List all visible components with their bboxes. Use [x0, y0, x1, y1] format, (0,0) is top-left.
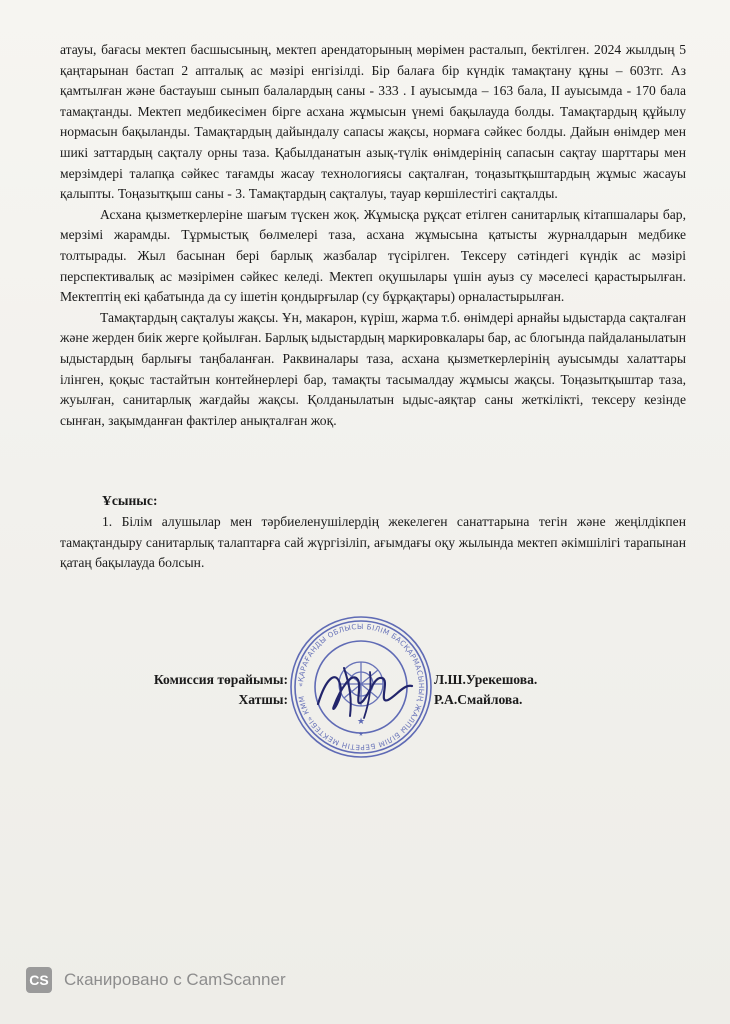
recommendation-title: Ұсыныс: — [102, 493, 158, 508]
chair-name: Л.Ш.Урекешова. — [434, 672, 538, 687]
paragraph-3: Тамақтардың сақталуы жақсы. Ұн, макарон, күріш, жарма т.б. өнімдері арнайы ыдыстарда сақталған және жерден биік жерге қойылған. Барлық ыдыстардың маркировкалары бар, ас блогында пайдаланылатын ыдыстардың барлығы таңбаланған. Раквиналары таза, асхана қызметкерлерінің ауысымды халаттары ілінген, қоқыс тастайтын контейнерлері бар, тамақты тасымалдау жұмысы жақсы. Тоңазытқыштар таза, жуылған, санитарлық жағдайы жақсы. Қолданылатын ыдыс-аяқтар саны жеткілікті, тексеру кезінде сынған, зақымданған фактілер анықталған жоқ. — [60, 309, 686, 428]
svg-text:«ҚАРАҒАНДЫ ОБЛЫСЫ БІЛІМ БАСҚАР: «ҚАРАҒАНДЫ ОБЛЫСЫ БІЛІМ БАСҚАРМАСЫНЫҢ ЖАЛПЫ БІЛІМ БЕРЕТІН МЕКТЕБІ» КММ — [295, 621, 427, 753]
scanner-watermark-text: Сканировано с CamScanner — [64, 970, 286, 989]
handwritten-signature — [300, 650, 430, 730]
paragraph-2: Асхана қызметкерлеріне шағым түскен жоқ. Жұмысқа рұқсат етілген санитарлық кітапшалары бар, мерзімі жарамды. Тұрмыстық бөлмелері таза, асхана жұмысына қатысты журналдарын медбике толтырады. Жыл басынан бері барлық жазбалар түсірілген. Тексеру сәтіндегі күндік ас мәзірі перспективалық ас мәзірімен сәйкес келеді. Мектеп оқушылары үшін ауыз су мәселесі қарастырылған. Мектептің екі қабатында да су ішетін қондырғылар (су бұрқақтары) орналастырылған. — [60, 206, 686, 305]
secretary-name: Р.А.Смайлова. — [434, 692, 523, 707]
body-text — [60, 40, 686, 431]
scanner-footer — [26, 966, 286, 994]
recommendation-item — [60, 512, 686, 574]
paragraph-1: атауы, бағасы мектеп басшысының, мектеп арендаторының мөрімен расталып, бектілген. 2024 жылдың 5 қаңтарынан бастап 2 апталық ас мәзірі енгізілді. Бір балаға бір күндік тамақтану құны – 603тг. Аз қамтылған және бастауыш сынып балалардың саны - 333 . I ауысымда – 163 бала, II ауысымда - 170 бала тамақтанды. Мектеп медбикесімен бірге асхана жұмысын үнемі бақылауда болды. Тамақтардың құйылу нормасын бақыланды. Тамақтардың дайындалу сапасы жақсы, нормаға сәйкес болды. Дайын өнімдер мен шикі заттардың сақталу орны таза. Қабылданатын азық-түлік өнімдерінің сапасын сақтау шарттары мен мерзімдері талапқа сәйкес тағамды жасау технологиясы сақталған, тоңазытқыштардың жұмыс жасауы қалыпты. Тоңазытқыш саны - 3. Тамақтардың сақталуы, тауар көршілестігі сақталды. — [60, 42, 686, 202]
svg-text:★: ★ — [356, 716, 366, 726]
signature-labels — [140, 670, 288, 710]
camscanner-logo-icon: CS — [26, 967, 52, 993]
secretary-label: Хатшы: — [238, 692, 288, 707]
recommendation-item-text: 1. Білім алушылар мен тәрбиеленушілердің жекелеген санаттарына тегін және жеңілдікпен тамақтандыру санитарлық талаптарға сай жүргізіліп, ағымдағы оқу жылында мектеп әкімшілігі тарапынан қатаң бақылауда болсын. — [60, 514, 686, 571]
svg-text:★: ★ — [358, 732, 364, 738]
signature-names — [434, 670, 537, 710]
chair-label: Комиссия төрайымы: — [153, 672, 288, 687]
